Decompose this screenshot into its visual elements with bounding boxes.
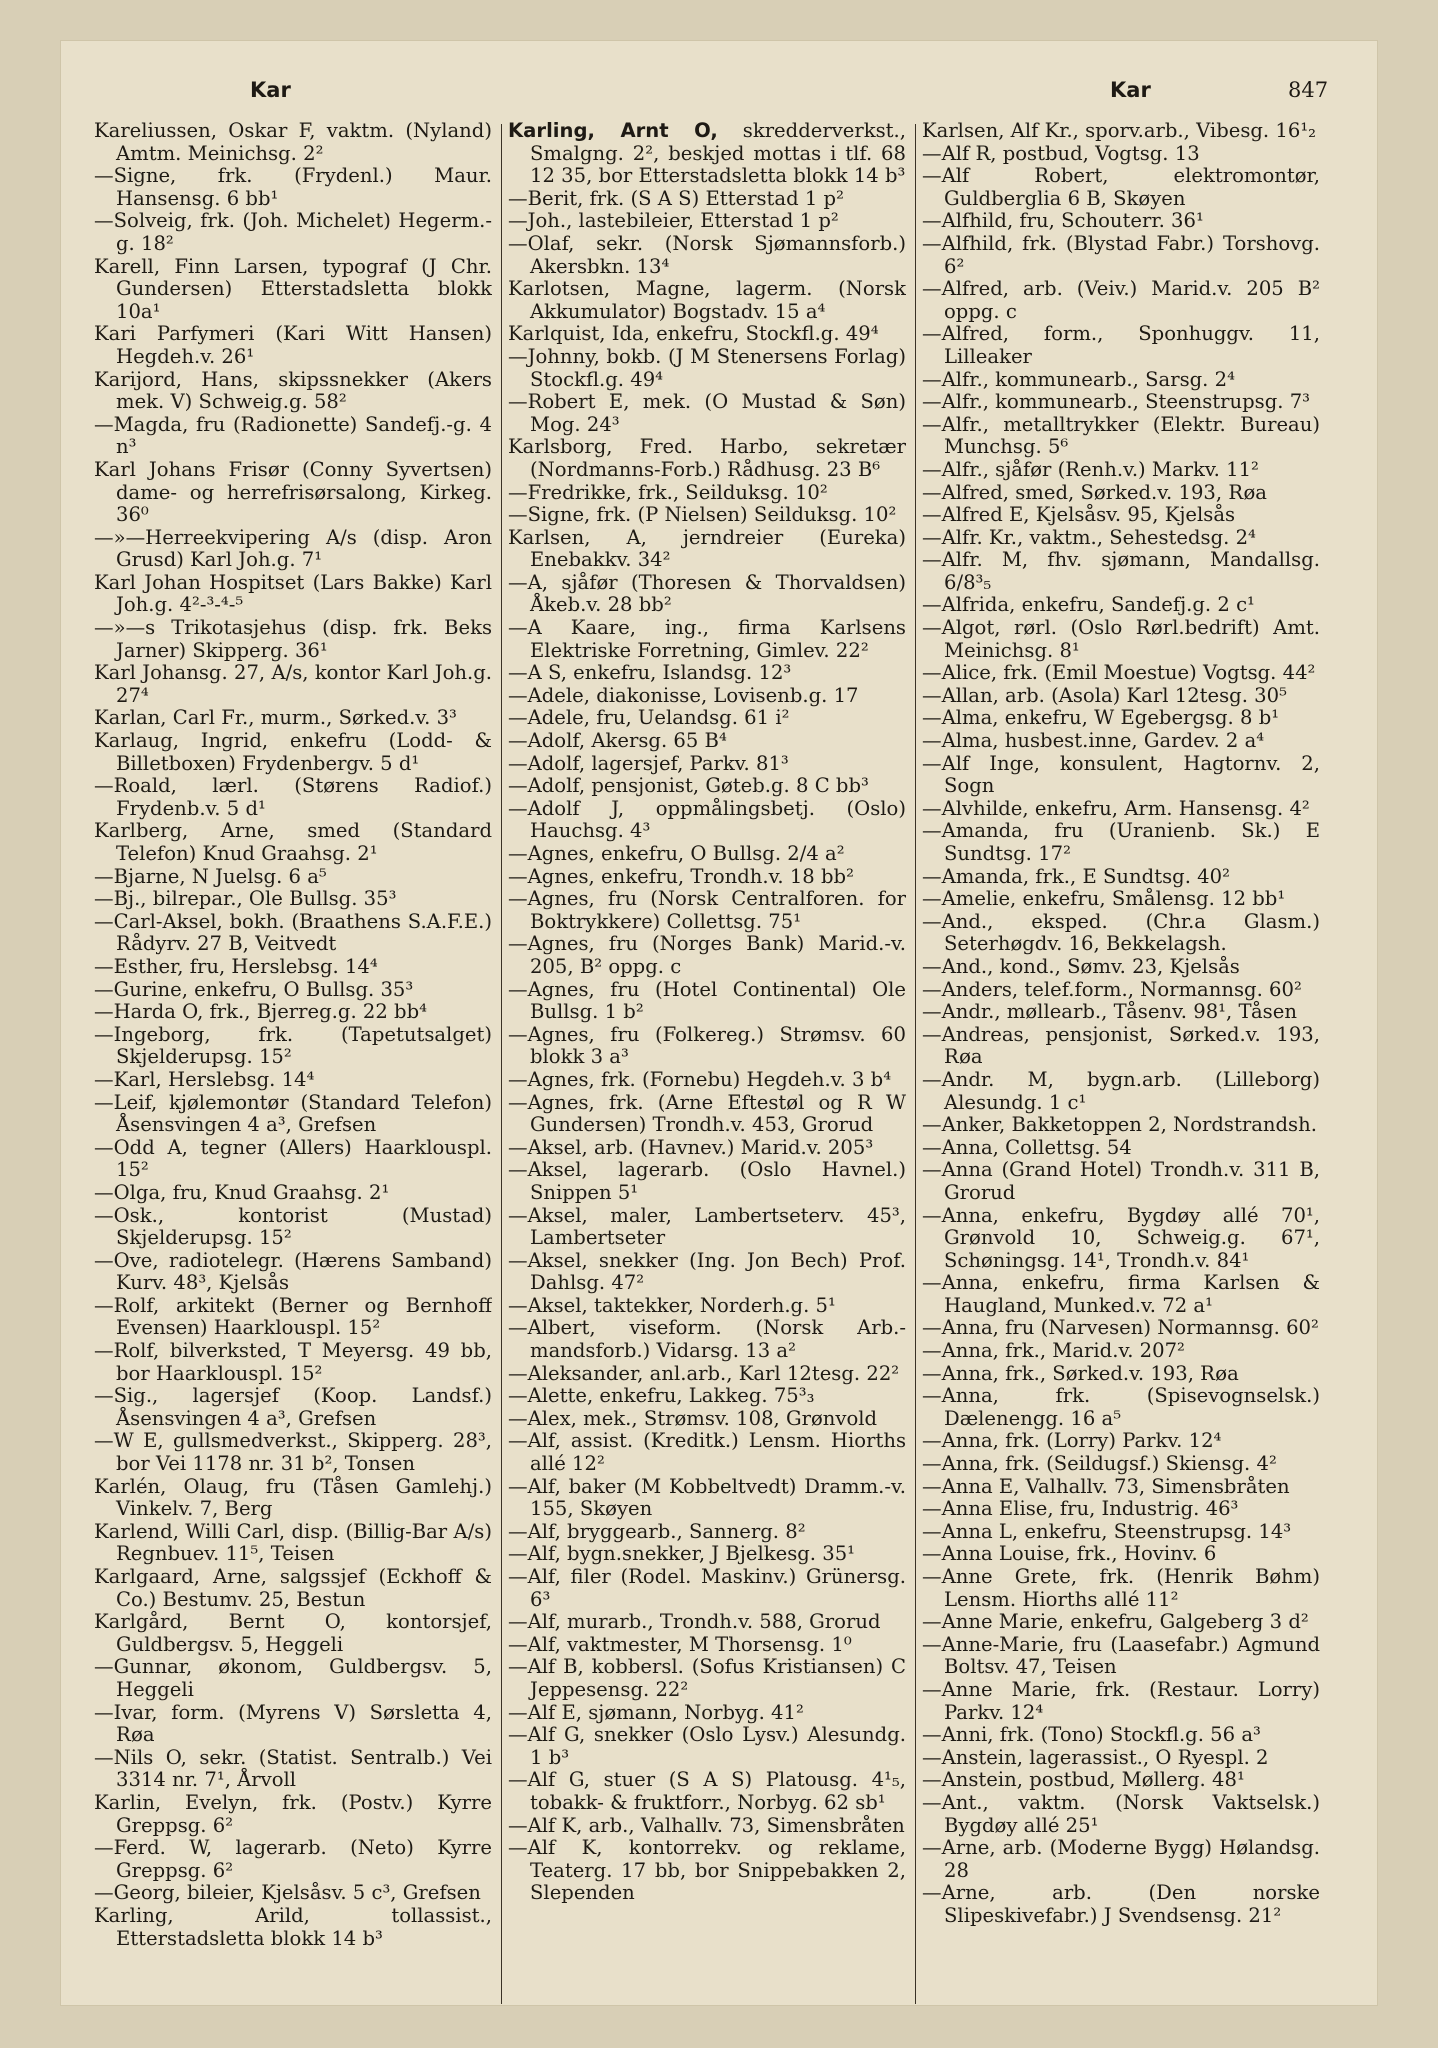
directory-entry: —Anna, fru (Narvesen) Normannsg. 60² bbox=[922, 1316, 1319, 1340]
directory-entry: —Aksel, snekker (Ing. Jon Bech) Prof. Dahlsg. 47² bbox=[508, 1248, 906, 1295]
directory-entry: —Amanda, frk., E Sundtsg. 40² bbox=[922, 864, 1230, 888]
directory-entry: —Andreas, pensjonist, Sørked.v. 193, Røa bbox=[922, 1022, 1320, 1069]
directory-entry: —Aksel, arb. (Havnev.) Marid.v. 205³ bbox=[508, 1135, 874, 1159]
directory-entry: —A S, enkefru, Islandsg. 12³ bbox=[508, 661, 792, 685]
directory-entry: —Anne Grete, frk. (Henrik Bøhm) Lensm. Hiorths allé 11² bbox=[922, 1565, 1320, 1611]
directory-entry: —Alf E, sjømann, Norbyg. 41² bbox=[508, 1700, 804, 1724]
directory-entry: —Alf G, snekker (Oslo Lysv.) Alesundg. 1 b³ bbox=[508, 1723, 906, 1769]
directory-entry: —Berit, frk. (S A S) Etterstad 1 p² bbox=[508, 186, 844, 210]
directory-entry: —Robert E, mek. (O Mustad & Søn) Mog. 24³ bbox=[508, 390, 906, 436]
directory-entry: —Agnes, fru (Norsk Centralforen. for Boktrykkere) Collettsg. 75¹ bbox=[508, 887, 906, 933]
directory-entry: —Anna, enkefru, Bygdøy allé 70¹, Grønvold 10, Schweig.g. 67¹, Schøningsg. 14¹, Trondh.v. 84¹ bbox=[922, 1203, 1320, 1272]
directory-entry: —Ant., vaktm. (Norsk Vaktselsk.) Bygdøy allé 25¹ bbox=[922, 1790, 1320, 1837]
directory-entry: —Nils O, sekr. (Statist. Sentralb.) Vei 3314 nr. 7¹, Årvoll bbox=[94, 1745, 492, 1792]
directory-entry: Karlsen, A, jerndreier (Eureka) Enebakkv. 34² bbox=[508, 525, 906, 572]
directory-entry: —Anne Marie, enkefru, Galgeberg 3 d² bbox=[922, 1610, 1309, 1634]
directory-entry: —Andr., møllearb., Tåsenv. 98¹, Tåsen bbox=[922, 1000, 1297, 1024]
directory-entry: —Bjarne, N Juelsg. 6 a⁵ bbox=[94, 864, 327, 888]
directory-entry: —Allan, arb. (Asola) Karl 12tesg. 30⁵ bbox=[922, 683, 1287, 707]
directory-entry: —Alfr., kommunearb., Sarsg. 2⁴ bbox=[922, 367, 1235, 391]
directory-entry: —Alex, mek., Strømsv. 108, Grønvold bbox=[508, 1406, 878, 1430]
directory-entry: —Alf Robert, elektromontør, Guldberglia 6 B, Skøyen bbox=[922, 164, 1320, 210]
directory-entry: —Alfhild, frk. (Blystad Fabr.) Torshovg. 6² bbox=[922, 231, 1320, 278]
directory-entry: —Alfred, form., Sponhuggv. 11, Lilleaker bbox=[922, 322, 1320, 368]
directory-entry: —Alette, enkefru, Lakkeg. 75³₃ bbox=[508, 1384, 815, 1408]
directory-entry: —Alfr. M, fhv. sjømann, Mandallsg. 6/8³₅ bbox=[922, 548, 1320, 594]
directory-entry: —And., kond., Sømv. 23, Kjelsås bbox=[922, 954, 1240, 978]
directory-entry: —Alf, bygn.snekker, J Bjelkesg. 35¹ bbox=[508, 1542, 856, 1566]
directory-entry: —And., eksped. (Chr.a Glasm.) Seterhøgdv. 16, Bekkelagsh. bbox=[922, 909, 1320, 956]
directory-entry: —Alf K, kontorrekv. og reklame, Teaterg. 17 bb, bor Snippebakken 2, Slependen bbox=[508, 1836, 906, 1905]
directory-entry: —Harda O, frk., Bjerreg.g. 22 bb⁴ bbox=[94, 1000, 427, 1024]
directory-entry: Karlén, Olaug, fru (Tåsen Gamlehj.) Vinkelv. 7, Berg bbox=[94, 1474, 492, 1521]
directory-entry: —Odd A, tegner (Allers) Haarklouspl. 15² bbox=[94, 1135, 492, 1182]
directory-entry: —Arne, arb. (Den norske Slipeskivefabr.) J Svendsensg. 21² bbox=[922, 1881, 1320, 1927]
directory-entry: —Olga, fru, Knud Graahsg. 2¹ bbox=[94, 1180, 390, 1204]
directory-entry: —Anne Marie, frk. (Restaur. Lorry) Parkv. 12⁴ bbox=[922, 1677, 1320, 1724]
directory-entry: Karlgaard, Arne, salgssjef (Eckhoff & Co.) Bestumv. 25, Bestun bbox=[94, 1565, 492, 1611]
directory-entry: —Alfred, smed, Sørked.v. 193, Røa bbox=[922, 480, 1267, 504]
directory-entry: —Alf, assist. (Kreditk.) Lensm. Hiorths allé 12² bbox=[508, 1429, 906, 1476]
directory-entry: —Anna, enkefru, firma Karlsen & Haugland, Munked.v. 72 a¹ bbox=[922, 1271, 1320, 1317]
directory-entry: —Ingeborg, frk. (Tapetutsalget) Skjelderupsg. 15² bbox=[94, 1022, 492, 1069]
directory-entry: —Sig., lagersjef (Koop. Landsf.) Åsensvingen 4 a³, Grefsen bbox=[94, 1384, 492, 1430]
directory-entry: Karlaug, Ingrid, enkefru (Lodd- & Billetboxen) Frydenbergv. 5 d¹ bbox=[94, 729, 492, 775]
directory-entry: Karl Johansg. 27, A/s, kontor Karl Joh.g. 27⁴ bbox=[94, 661, 492, 707]
directory-entry: —Alfhild, fru, Schouterr. 36¹ bbox=[922, 209, 1204, 233]
directory-entry: Karlend, Willi Carl, disp. (Billig-Bar A/s) Regnbuev. 11⁵, Teisen bbox=[94, 1519, 492, 1566]
directory-entry: —Osk., kontorist (Mustad) Skjelderupsg. 15² bbox=[94, 1203, 492, 1250]
directory-entry: —Fredrikke, frk., Seilduksg. 10² bbox=[508, 480, 828, 504]
directory-entry: —Alf, baker (M Kobbeltvedt) Dramm.-v. 155, Skøyen bbox=[508, 1474, 906, 1521]
directory-entry: —Anne-Marie, fru (Laasefabr.) Agmund Boltsv. 47, Teisen bbox=[922, 1632, 1320, 1679]
directory-entry: —Signe, frk. (Frydenl.) Maur. Hansensg. 6 bb¹ bbox=[94, 164, 492, 210]
directory-entry: —»—Herreekvipering A/s (disp. Aron Grusd) Karl Joh.g. 7¹ bbox=[94, 525, 492, 572]
directory-entry: —Agnes, enkefru, O Bullsg. 2/4 a² bbox=[508, 842, 845, 865]
directory-entry: —Roald, lærl. (Størens Radiof.) Frydenb.v. 5 d¹ bbox=[94, 774, 492, 820]
directory-entry: —A, sjåfør (Thoresen & Thorvaldsen) Åkeb.v. 28 bb² bbox=[508, 570, 906, 617]
directory-entry: —Alf Inge, konsulent, Hagtornv. 2, Sogn bbox=[922, 751, 1320, 798]
directory-column-3 bbox=[922, 120, 1320, 2000]
directory-entry: —Aksel, lagerarb. (Oslo Havnel.) Snippen 5¹ bbox=[508, 1158, 906, 1204]
directory-entry: —Ferd. W, lagerarb. (Neto) Kyrre Greppsg. 6² bbox=[94, 1836, 492, 1882]
directory-entry: —Alf, murarb., Trondh.v. 588, Grorud bbox=[508, 1610, 881, 1634]
directory-entry: —A Kaare, ing., firma Karlsens Elektriske Forretning, Gimlev. 22² bbox=[508, 616, 906, 662]
directory-entry: —Alfr., kommunearb., Steenstrupsg. 7³ bbox=[922, 390, 1311, 414]
directory-entry: Karlan, Carl Fr., murm., Sørked.v. 3³ bbox=[94, 706, 457, 730]
directory-column-1 bbox=[94, 120, 492, 2000]
directory-entry: —W E, gullsmedverkst., Skipperg. 28³, bor Vei 1178 nr. 31 b², Tonsen bbox=[94, 1429, 492, 1476]
directory-entry: —Agnes, fru (Hotel Continental) Ole Bullsg. 1 b² bbox=[508, 977, 906, 1024]
directory-entry: —Anna, frk., Marid.v. 207² bbox=[922, 1339, 1185, 1363]
directory-entry: —Rolf, arkitekt (Berner og Bernhoff Evensen) Haarklouspl. 15² bbox=[94, 1293, 492, 1340]
directory-entry: —Alf B, kobbersl. (Sofus Kristiansen) C Jeppesensg. 22² bbox=[508, 1655, 906, 1701]
directory-entry: —Alfred, arb. (Veiv.) Marid.v. 205 B² oppg. c bbox=[922, 277, 1320, 323]
directory-entry: —Gunnar, økonom, Guldbergsv. 5, Heggeli bbox=[94, 1655, 492, 1701]
directory-entry: —Leif, kjølemontør (Standard Telefon) Åsensvingen 4 a³, Grefsen bbox=[94, 1090, 492, 1137]
column-divider bbox=[501, 124, 502, 2004]
directory-entry: Karlotsen, Magne, lagerm. (Norsk Akkumulator) Bogstadv. 15 a⁴ bbox=[508, 277, 906, 323]
directory-entry: —Anstein, postbud, Møllerg. 48¹ bbox=[922, 1768, 1245, 1792]
running-head-left: Kar bbox=[250, 78, 291, 102]
directory-entry: —Anni, frk. (Tono) Stockfl.g. 56 a³ bbox=[922, 1723, 1261, 1747]
directory-entry: —Olaf, sekr. (Norsk Sjømannsforb.) Akersbkn. 13⁴ bbox=[508, 231, 906, 278]
directory-entry: —Karl, Herslebsg. 14⁴ bbox=[94, 1067, 315, 1091]
directory-entry: —Adolf, pensjonist, Gøteb.g. 8 C bb³ bbox=[508, 774, 869, 798]
directory-entry: Karlsen, Alf Kr., sporv.arb., Vibesg. 16¹₂ bbox=[922, 120, 1317, 142]
directory-entry: —Signe, frk. (P Nielsen) Seilduksg. 10² bbox=[508, 503, 897, 527]
directory-entry: —Anna, Collettsg. 54 bbox=[922, 1135, 1132, 1159]
directory-entry: —Anders, telef.form., Normannsg. 60² bbox=[922, 977, 1302, 1001]
directory-entry: —Amanda, fru (Uranienb. Sk.) E Sundtsg. 17² bbox=[922, 819, 1320, 865]
directory-entry: —Anna E, Valhallv. 73, Simensbråten bbox=[922, 1474, 1290, 1498]
directory-entry: —Anna, frk. (Spisevognselsk.) Dælenengg. 16 a⁵ bbox=[922, 1384, 1320, 1430]
directory-entry: —Alf G, stuer (S A S) Platousg. 4¹₅, tobakk- & fruktforr., Norbyg. 62 sb¹ bbox=[508, 1768, 906, 1814]
directory-entry: —Anstein, lagerassist., O Ryespl. 2 bbox=[922, 1745, 1269, 1769]
featured-name: Karling, Arnt O, bbox=[508, 120, 718, 142]
directory-entry: —Joh., lastebileier, Etterstad 1 p² bbox=[508, 209, 839, 233]
directory-entry: Karlsborg, Fred. Harbo, sekretær (Nordmanns-Forb.) Rådhusg. 23 B⁶ bbox=[508, 435, 906, 481]
directory-entry: Karling, Arild, tollassist., Etterstadsletta blokk 14 b³ bbox=[94, 1903, 492, 1950]
directory-entry: —Anker, Bakketoppen 2, Nordstrandsh. bbox=[922, 1113, 1317, 1137]
directory-entry: —Anna, frk., Sørked.v. 193, Røa bbox=[922, 1361, 1239, 1385]
directory-column-2 bbox=[508, 120, 906, 2000]
directory-entry: —Alf, filer (Rodel. Maskinv.) Grünersg. 6³ bbox=[508, 1565, 906, 1611]
directory-entry: —Aksel, taktekker, Norderh.g. 5¹ bbox=[508, 1293, 836, 1317]
directory-entry: Karell, Finn Larsen, typograf (J Chr. Gundersen) Etterstadsletta blokk 10a¹ bbox=[94, 254, 492, 323]
directory-entry: —Esther, fru, Herslebsg. 14⁴ bbox=[94, 954, 378, 978]
directory-entry: Karl Johans Frisør (Conny Syvertsen) dame- og herrefrisørsalong, Kirkeg. 36⁰ bbox=[94, 457, 492, 527]
directory-entry: —Andr. M, bygn.arb. (Lilleborg) Alesundg. 1 c¹ bbox=[922, 1067, 1320, 1114]
directory-entry: —Amelie, enkefru, Smålensg. 12 bb¹ bbox=[922, 887, 1286, 911]
directory-entry: —Alfr., sjåfør (Renh.v.) Markv. 11² bbox=[922, 457, 1259, 481]
directory-entry: —Adele, diakonisse, Lovisenb.g. 17 bbox=[508, 683, 859, 707]
directory-entry: —Alf, bryggearb., Sannerg. 8² bbox=[508, 1519, 806, 1543]
directory-entry: —Georg, bileier, Kjelsåsv. 5 c³, Grefsen bbox=[94, 1881, 481, 1905]
directory-entry: —Adolf J, oppmålingsbetj. (Oslo) Hauchsg. 4³ bbox=[508, 796, 906, 843]
directory-entry: —Alfrida, enkefru, Sandefj.g. 2 c¹ bbox=[922, 593, 1255, 617]
directory-entry: —Aksel, maler, Lambertseterv. 45³, Lambertseter bbox=[508, 1203, 906, 1250]
directory-entry: —Adele, fru, Uelandsg. 61 i² bbox=[508, 706, 790, 730]
page-number: 847 bbox=[1288, 78, 1329, 102]
directory-entry: Kareliussen, Oskar F, vaktm. (Nyland) Amtm. Meinichsg. 2² bbox=[94, 120, 492, 165]
directory-entry: —Anna, frk. (Lorry) Parkv. 12⁴ bbox=[922, 1429, 1222, 1453]
directory-entry: —Anna Louise, frk., Hovinv. 6 bbox=[922, 1542, 1217, 1566]
directory-entry: —Magda, fru (Radionette) Sandefj.-g. 4 n³ bbox=[94, 412, 492, 459]
directory-entry: —Anna L, enkefru, Steenstrupsg. 14³ bbox=[922, 1519, 1292, 1543]
directory-entry: —Alf K, arb., Valhallv. 73, Simensbråten bbox=[508, 1813, 905, 1837]
directory-entry: —Agnes, fru (Folkereg.) Strømsv. 60 blokk 3 a³ bbox=[508, 1022, 906, 1069]
directory-entry: —Alfr. Kr., vaktm., Sehestedsg. 2⁴ bbox=[922, 525, 1256, 549]
running-head-right: Kar bbox=[1110, 78, 1151, 102]
directory-entry: —Arne, arb. (Moderne Bygg) Hølandsg. 28 bbox=[922, 1836, 1320, 1882]
column-divider bbox=[915, 124, 916, 2004]
directory-entry: —Alf, vaktmester, M Thorsensg. 1⁰ bbox=[508, 1632, 852, 1656]
page-header bbox=[60, 78, 1378, 118]
directory-entry: —Ivar, form. (Myrens V) Sørsletta 4, Røa bbox=[94, 1700, 492, 1747]
directory-entry: Karlin, Evelyn, frk. (Postv.) Kyrre Greppsg. 6² bbox=[94, 1790, 492, 1837]
directory-entry: —Anna, frk. (Seildugsf.) Skiensg. 4² bbox=[922, 1452, 1277, 1476]
directory-entry: —Agnes, enkefru, Trondh.v. 18 bb² bbox=[508, 864, 854, 888]
directory-entry: —Albert, viseform. (Norsk Arb.-mandsforb.) Vidarsg. 13 a² bbox=[508, 1316, 906, 1363]
directory-entry: —Alvhilde, enkefru, Arm. Hansensg. 4² bbox=[922, 796, 1310, 820]
directory-entry: Karlberg, Arne, smed (Standard Telefon) Knud Graahsg. 2¹ bbox=[94, 819, 492, 865]
directory-entry: —Carl-Aksel, bokh. (Braathens S.A.F.E.) Rådyrv. 27 B, Veitvedt bbox=[94, 909, 492, 956]
directory-entry: —Alfred E, Kjelsåsv. 95, Kjelsås bbox=[922, 503, 1236, 527]
directory-entry: —Ove, radiotelegr. (Hærens Samband) Kurv. 48³, Kjelsås bbox=[94, 1248, 492, 1295]
directory-entry: Karlgård, Bernt O, kontorsjef, Guldbergsv. 5, Heggeli bbox=[94, 1610, 492, 1656]
directory-entry: —Solveig, frk. (Joh. Michelet) Hegerm.-g. 18² bbox=[94, 209, 492, 255]
directory-entry: —Alice, frk. (Emil Moestue) Vogtsg. 44² bbox=[922, 661, 1316, 685]
directory-entry: —Agnes, fru (Norges Bank) Marid.-v. 205, B² oppg. c bbox=[508, 932, 906, 978]
directory-entry: —»—s Trikotasjehus (disp. frk. Beks Jarner) Skipperg. 36¹ bbox=[94, 616, 492, 662]
directory-entry: —Rolf, bilverksted, T Meyersg. 49 bb, bor Haarklouspl. 15² bbox=[94, 1339, 492, 1385]
directory-entry: —Alf R, postbud, Vogtsg. 13 bbox=[922, 141, 1200, 165]
directory-entry: —Anna (Grand Hotel) Trondh.v. 311 B, Grorud bbox=[922, 1158, 1320, 1204]
directory-entry: —Gurine, enkefru, O Bullsg. 35³ bbox=[94, 977, 414, 1001]
directory-entry: Kari Parfymeri (Kari Witt Hansen) Hegdeh.v. 26¹ bbox=[94, 322, 492, 368]
directory-entry: —Alma, husbest.inne, Gardev. 2 a⁴ bbox=[922, 729, 1265, 753]
directory-entry: —Alfr., metalltrykker (Elektr. Bureau) Munchsg. 5⁶ bbox=[922, 412, 1320, 459]
directory-entry-featured: Karling, Arnt O, skredderverkst., Smalgng. 2², beskjed mottas i tlf. 68 12 35, bor Etterstadsletta blokk 14 b³ bbox=[508, 120, 906, 188]
directory-entry: —Aleksander, anl.arb., Karl 12tesg. 22² bbox=[508, 1361, 900, 1385]
directory-entry: Karlquist, Ida, enkefru, Stockfl.g. 49⁴ bbox=[508, 322, 879, 346]
directory-entry: —Agnes, frk. (Arne Eftestøl og R W Gundersen) Trondh.v. 453, Grorud bbox=[508, 1090, 906, 1137]
directory-entry: —Adolf, Akersg. 65 B⁴ bbox=[508, 729, 727, 753]
directory-entry: Karijord, Hans, skipssnekker (Akers mek. V) Schweig.g. 58² bbox=[94, 367, 492, 414]
directory-entry: Karl Johan Hospitset (Lars Bakke) Karl Joh.g. 4²‐³‐⁴‐⁵ bbox=[94, 570, 492, 617]
directory-entry: —Alma, enkefru, W Egebergsg. 8 b¹ bbox=[922, 706, 1280, 730]
directory-entry: —Adolf, lagersjef, Parkv. 81³ bbox=[508, 751, 789, 775]
directory-entry: —Bj., bilrepar., Ole Bullsg. 35³ bbox=[94, 887, 397, 911]
directory-entry: —Johnny, bokb. (J M Stenersens Forlag) Stockfl.g. 49⁴ bbox=[508, 344, 906, 391]
directory-entry: —Anna Elise, fru, Industrig. 46³ bbox=[922, 1497, 1239, 1521]
directory-entry: —Agnes, frk. (Fornebu) Hegdeh.v. 3 b⁴ bbox=[508, 1067, 892, 1091]
directory-entry: —Algot, rørl. (Oslo Rørl.bedrift) Amt. Meinichsg. 8¹ bbox=[922, 616, 1320, 662]
directory-page bbox=[60, 40, 1378, 2006]
